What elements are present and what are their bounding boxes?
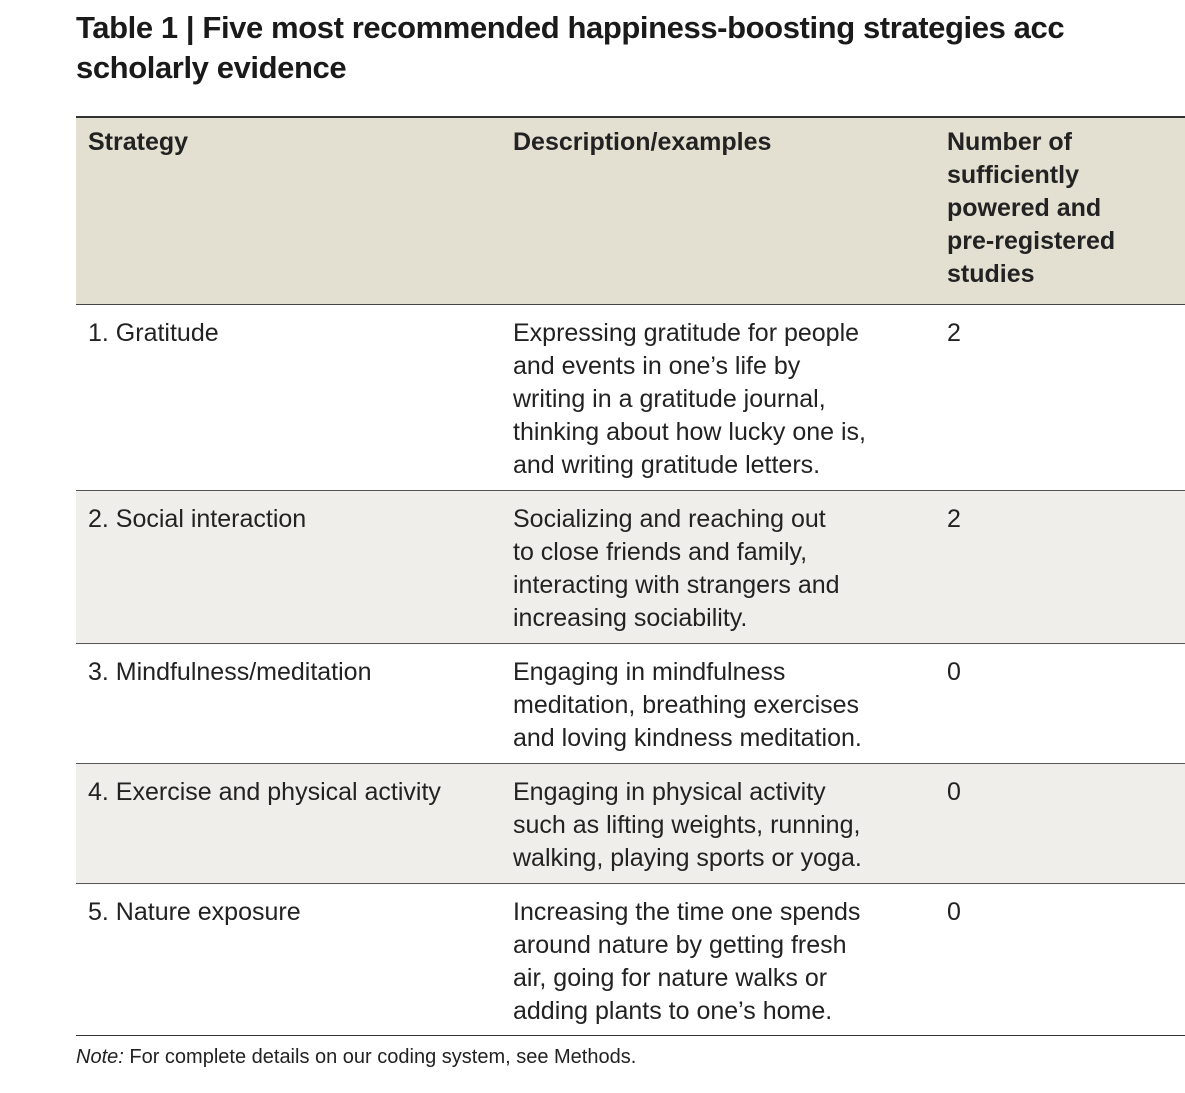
note-label: Note:	[76, 1046, 124, 1068]
row-studies-count: 2	[947, 319, 961, 347]
row-strategy: 3. Mindfulness/meditation	[88, 658, 372, 686]
row-strategy: 4. Exercise and physical activity	[88, 778, 441, 806]
description-line: Socializing and reaching out	[513, 505, 826, 533]
row-strategy: 5. Nature exposure	[88, 898, 301, 926]
description-line: air, going for nature walks or	[513, 964, 828, 992]
row-description	[513, 656, 862, 755]
row-strategy: 1. Gratitude	[88, 319, 219, 347]
header-studies-line: powered and	[947, 194, 1102, 222]
header-studies-line: sufficiently	[947, 161, 1079, 189]
row-studies-count: 0	[947, 658, 961, 686]
row-description	[513, 776, 862, 875]
header-studies	[947, 126, 1115, 291]
row-description	[513, 896, 860, 1028]
description-line: such as lifting weights, running,	[513, 811, 861, 839]
row-studies-count: 2	[947, 505, 961, 533]
table-title-line-2: scholarly evidence	[76, 50, 347, 85]
header-strategy: Strategy	[88, 128, 189, 156]
description-line: Engaging in mindfulness	[513, 658, 786, 686]
table-row	[76, 644, 1185, 764]
table-header-row	[76, 118, 1185, 305]
row-description	[513, 503, 840, 635]
header-studies-line: pre-registered	[947, 227, 1116, 255]
description-line: and writing gratitude letters.	[513, 451, 821, 479]
description-line: thinking about how lucky one is,	[513, 418, 866, 446]
description-line: meditation, breathing exercises	[513, 691, 860, 719]
description-line: Expressing gratitude for people	[513, 319, 860, 347]
table-title	[76, 8, 1185, 88]
description-line: interacting with strangers and	[513, 571, 840, 599]
table-row	[76, 764, 1185, 884]
table-row	[76, 491, 1185, 644]
header-studies-line: Number of	[947, 128, 1072, 156]
table-title-line-1: Table 1 | Five most recommended happiness-boosting strategies acc	[76, 10, 1065, 45]
strategies-table	[76, 116, 1185, 1036]
header-studies-line: studies	[947, 260, 1035, 288]
note-text: For complete details on our coding system, see Methods.	[123, 1046, 637, 1068]
table-row	[76, 305, 1185, 491]
row-studies-count: 0	[947, 778, 961, 806]
row-studies-count: 0	[947, 898, 961, 926]
description-line: Increasing the time one spends	[513, 898, 861, 926]
description-line: to close friends and family,	[513, 538, 808, 566]
header-description: Description/examples	[513, 128, 772, 156]
description-line: walking, playing sports or yoga.	[513, 844, 862, 872]
description-line: adding plants to one’s home.	[513, 997, 833, 1025]
row-strategy: 2. Social interaction	[88, 505, 307, 533]
table-row	[76, 884, 1185, 1036]
description-line: writing in a gratitude journal,	[513, 385, 826, 413]
description-line: around nature by getting fresh	[513, 931, 847, 959]
description-line: and events in one’s life by	[513, 352, 801, 380]
description-line: and loving kindness meditation.	[513, 724, 862, 752]
row-description	[513, 317, 866, 482]
description-line: increasing sociability.	[513, 604, 748, 632]
description-line: Engaging in physical activity	[513, 778, 826, 806]
table-note	[76, 1043, 636, 1071]
